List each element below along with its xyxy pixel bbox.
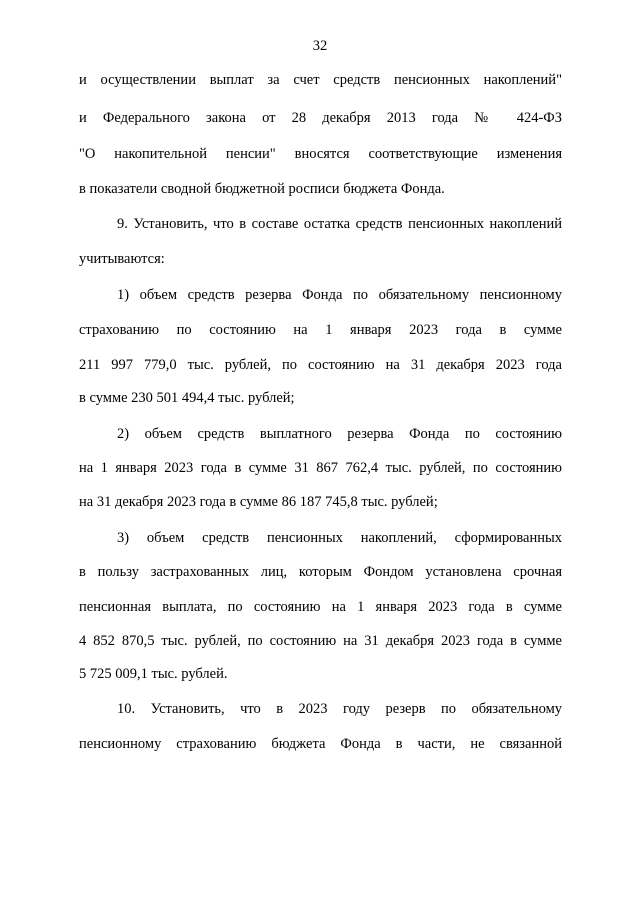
- text-line: пенсионная выплата, по состоянию на 1 января 2023 года в сумме: [79, 599, 562, 615]
- text-line: 2) объем средств выплатного резерва Фонда по состоянию: [117, 426, 562, 442]
- text-line: в пользу застрахованных лиц, которым Фондом установлена срочная: [79, 564, 562, 580]
- text-line: 10. Установить, что в 2023 году резерв по обязательному: [117, 701, 562, 717]
- text-line: в показатели сводной бюджетной росписи бюджета Фонда.: [79, 181, 445, 197]
- text-line: 1) объем средств резерва Фонда по обязательному пенсионному: [117, 287, 562, 303]
- text-line: 5 725 009,1 тыс. рублей.: [79, 666, 228, 682]
- text-line: страхованию по состоянию на 1 января 2023 года в сумме: [79, 322, 562, 338]
- text-line: на 1 января 2023 года в сумме 31 867 762,4 тыс. рублей, по состоянию: [79, 460, 562, 476]
- text-line: пенсионному страхованию бюджета Фонда в части, не связанной: [79, 736, 562, 752]
- text-line: и осуществлении выплат за счет средств пенсионных накоплений": [79, 72, 562, 88]
- text-line: учитываются:: [79, 251, 165, 267]
- text-line: 211 997 779,0 тыс. рублей, по состоянию на 31 декабря 2023 года: [79, 357, 562, 373]
- page-number: 32: [312, 38, 328, 54]
- text-line: и Федерального закона от 28 декабря 2013 года № 424-ФЗ: [79, 110, 562, 126]
- text-line: 4 852 870,5 тыс. рублей, по состоянию на 31 декабря 2023 года в сумме: [79, 633, 562, 649]
- text-line: на 31 декабря 2023 года в сумме 86 187 745,8 тыс. рублей;: [79, 494, 438, 510]
- text-line: в сумме 230 501 494,4 тыс. рублей;: [79, 390, 295, 406]
- text-line: 9. Установить, что в составе остатка средств пенсионных накоплений: [117, 216, 562, 232]
- text-line: "О накопительной пенсии" вносятся соответствующие изменения: [79, 146, 562, 162]
- text-line: 3) объем средств пенсионных накоплений, сформированных: [117, 530, 562, 546]
